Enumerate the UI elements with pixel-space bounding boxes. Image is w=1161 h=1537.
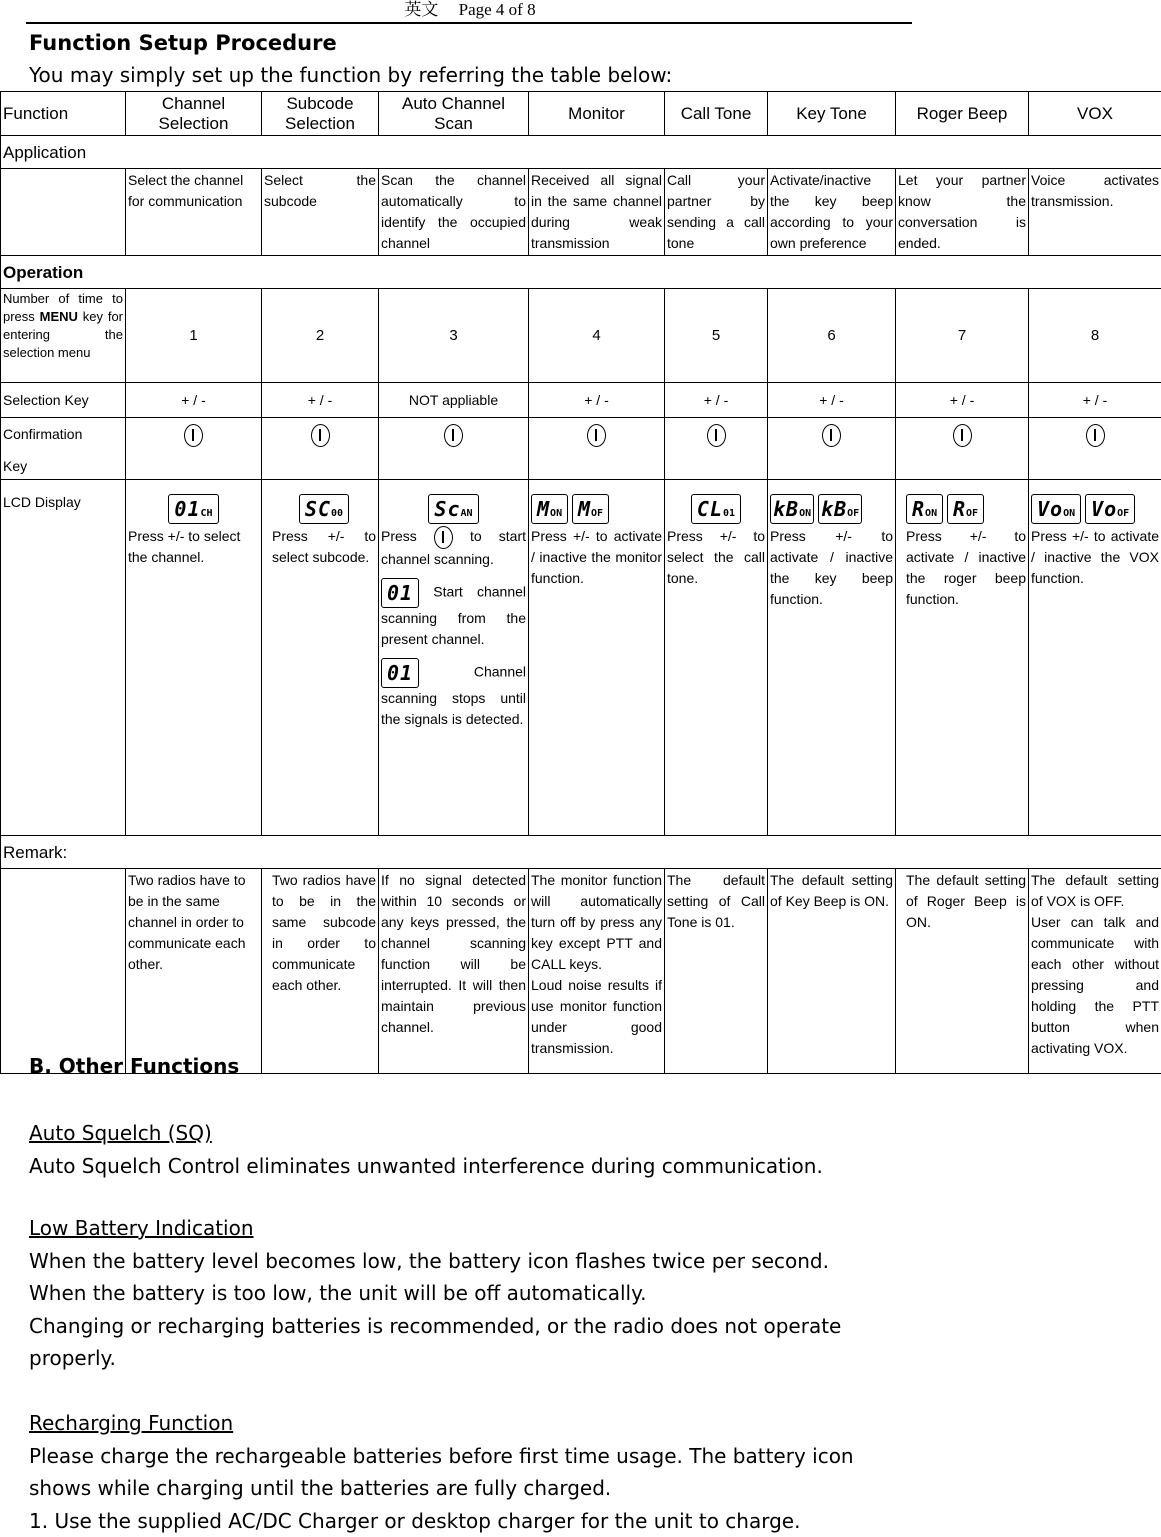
lcd-monitor-text: Press +/- to activate / inactive the monitor function. [531,526,662,589]
header-rule [26,22,912,24]
lcd-roger-off-icon: ROF [947,494,984,524]
selection-key-value: + / - [262,383,379,418]
header-scan: Auto Channel Scan [379,92,529,136]
recharging-line: 1. Use the supplied AC/DC Charger or desktop charger for the unit to charge. [29,1505,929,1537]
selection-key-row [1,383,1161,418]
intro-text: You may simply set up the function by referring the table below: [29,63,672,87]
lcd-channel-icon: 01CH [168,494,218,524]
power-key-icon [1086,424,1105,447]
menu-number: 5 [665,289,768,383]
remark-cell: The monitor function will automatically turn off by press any key except PTT and CALL keys. Loud noise results if use monitor function under good transmission. [529,869,665,1074]
application-cell: Call your partner by sending a call tone [665,169,768,256]
lcd-scan-text-1: Press to start channel scanning. [381,526,526,570]
power-key-icon [184,424,203,447]
remark-cell: If no signal detected within 10 seconds or any keys pressed, the channel scanning function will be interrupted. It will then maintain previous channel. [379,869,529,1074]
menu-count-row [1,289,1161,383]
remark-cell: Two radios have to be in the same subcode in order to communicate each other. [262,869,379,1074]
remark-label: Remark: [1,836,1161,869]
power-key-icon [953,424,972,447]
recharging-title: Recharging Function [29,1407,929,1440]
power-key-icon [434,526,453,549]
recharging-line: shows while charging until the batteries are fully charged. [29,1472,929,1505]
lcd-display-row [1,480,1161,836]
lcd-keytone-text: Press +/- to activate / inactive the key beep function. [770,526,893,610]
lcd-channel-text: Press +/- to select the channel. [128,526,259,568]
lcd-keytone-on-icon: kBON [770,494,814,524]
header-calltone: Call Tone [665,92,768,136]
selection-key-value: + / - [896,383,1029,418]
application-cell: Select the subcode [262,169,379,256]
application-cell: Voice activates transmission. [1029,169,1161,256]
menu-number: 4 [529,289,665,383]
menu-number: 8 [1029,289,1161,383]
header-vox: VOX [1029,92,1161,136]
lcd-scan-text-2: 01 Start channel scanning from the present channel. [381,578,526,650]
lcd-roger-text: Press +/- to activate / inactive the roger beep function. [906,526,1026,610]
application-cell: Activate/inactive the key beep according to your own preference [768,169,896,256]
lcd-vox-text: Press +/- to activate / inactive the VOX function. [1031,526,1159,589]
application-row [1,169,1161,256]
header-roger: Roger Beep [896,92,1029,136]
menu-count-label: Number of time to press MENU key for entering the selection menu [1,289,126,383]
selection-key-value: + / - [768,383,896,418]
function-table [0,91,1161,1074]
selection-key-label: Selection Key [1,383,126,418]
remark-cell: The default setting of VOX is OFF. User can talk and communicate with each other without pressing and holding the PTT button when activating VOX. [1029,869,1161,1074]
low-battery-line: When the battery is too low, the unit will be off automatically. [29,1277,929,1310]
lcd-subcode-text: Press +/- to select subcode. [272,526,376,568]
selection-key-value: NOT appliable [379,383,529,418]
header-keytone: Key Tone [768,92,896,136]
confirmation-key-row [1,418,1161,480]
menu-number: 2 [262,289,379,383]
menu-number: 3 [379,289,529,383]
auto-squelch-section [29,1117,929,1182]
selection-key-value: + / - [529,383,665,418]
confirmation-key-label: Confirmation Key [1,418,126,480]
application-cell: Select the channel for communication [126,169,262,256]
header-page-number: Page 4 of 8 [459,0,536,19]
header-channel: Channel Selection [126,92,262,136]
operation-section-row [1,256,1161,289]
header-function: Function [1,92,126,136]
lcd-monitor-off-icon: MOF [572,494,609,524]
remark-cell: Two radios have to be in the same channel in order to communicate each other. [126,869,262,1074]
lcd-vox-off-icon: VoOF [1085,494,1135,524]
lcd-calltone-text: Press +/- to select the call tone. [667,526,765,589]
recharging-section [29,1407,929,1537]
other-functions-heading: B. Other Functions [29,1054,239,1078]
page-header [0,0,940,20]
recharging-line: Please charge the rechargeable batteries before first time usage. The battery icon [29,1440,929,1473]
lcd-subcode-icon: SC00 [299,494,349,524]
remark-cell: The default setting of Call Tone is 01. [665,869,768,1074]
application-cell: Let your partner know the conversation is ended. [896,169,1029,256]
application-cell: Scan the channel automatically to identify the occupied channel [379,169,529,256]
application-section-row [1,136,1161,169]
lcd-scan-text-3: 01 Channel scanning stops until the signals is detected. [381,658,526,730]
lcd-roger-on-icon: RON [906,494,943,524]
application-label: Application [1,136,1161,169]
auto-squelch-title: Auto Squelch (SQ) [29,1117,929,1150]
power-key-icon [587,424,606,447]
low-battery-line: When the battery level becomes low, the battery icon flashes twice per second. [29,1245,929,1278]
menu-number: 1 [126,289,262,383]
header-subcode: Subcode Selection [262,92,379,136]
operation-label: Operation [1,256,1161,289]
lcd-scan-stop-icon: 01 [381,658,419,688]
menu-key-name: MENU [40,309,78,324]
power-key-icon [311,424,330,447]
header-lang: 英文 [404,0,438,19]
remark-cell: The default setting of Roger Beep is ON. [896,869,1029,1074]
menu-number: 7 [896,289,1029,383]
power-key-icon [444,424,463,447]
auto-squelch-text: Auto Squelch Control eliminates unwanted interference during communication. [29,1150,929,1183]
low-battery-section [29,1212,929,1375]
selection-key-value: + / - [665,383,768,418]
lcd-monitor-on-icon: MON [531,494,568,524]
lcd-calltone-icon: CL01 [691,494,741,524]
low-battery-line: properly. [29,1342,929,1375]
lcd-scan-start-icon: 01 [381,578,419,608]
header-monitor: Monitor [529,92,665,136]
lcd-keytone-off-icon: kBOF [818,494,862,524]
remark-row [1,869,1161,1074]
power-key-icon [707,424,726,447]
selection-key-value: + / - [126,383,262,418]
selection-key-value: + / - [1029,383,1161,418]
lcd-vox-on-icon: VoON [1031,494,1081,524]
power-key-icon [822,424,841,447]
menu-number: 6 [768,289,896,383]
table-header-row [1,92,1161,136]
low-battery-title: Low Battery Indication [29,1212,929,1245]
remark-cell: The default setting of Key Beep is ON. [768,869,896,1074]
remark-section-row [1,836,1161,869]
low-battery-line: Changing or recharging batteries is recommended, or the radio does not operate [29,1310,929,1343]
lcd-display-label: LCD Display [1,480,126,836]
lcd-scan-icon: ScAN [428,494,478,524]
application-cell: Received all signal in the same channel during weak transmission [529,169,665,256]
page-title: Function Setup Procedure [29,31,337,55]
